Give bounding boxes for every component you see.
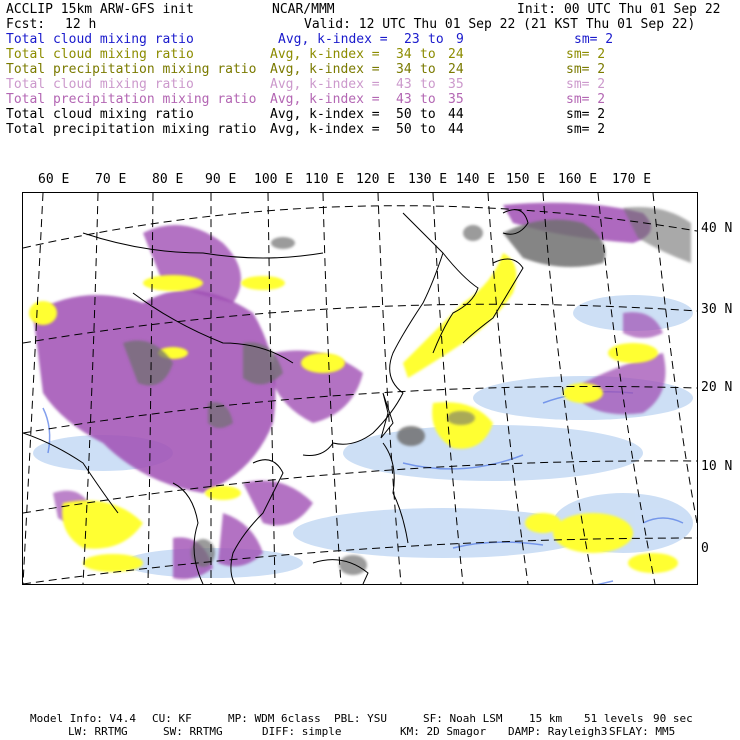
footer-model-info: MP: WDM 6class [228, 712, 321, 725]
footer-physics-info: DIFF: simple [262, 725, 342, 738]
legend-to: to [420, 62, 436, 77]
footer-physics-info: SW: RRTMG [163, 725, 223, 738]
longitude-label: 120 E [356, 172, 396, 187]
legend-field: Total precipitation mixing ratio [6, 122, 257, 137]
longitude-label: 170 E [612, 172, 652, 187]
legend-k-start: 23 [404, 32, 420, 47]
longitude-label: 100 E [254, 172, 294, 187]
legend-k-start: 43 [396, 77, 412, 92]
legend-to: to [428, 32, 444, 47]
latitude-label: 40 N [701, 221, 733, 236]
footer-model-info: SF: Noah LSM [423, 712, 503, 725]
legend-avg: Avg, k-index = [270, 62, 380, 77]
legend-k-end: 24 [448, 47, 464, 62]
legend-k-start: 34 [396, 47, 412, 62]
footer-physics-info: LW: RRTMG [68, 725, 128, 738]
legend-k-end: 35 [448, 92, 464, 107]
model-title: ACCLIP 15km ARW-GFS init [6, 2, 194, 17]
legend-avg: Avg, k-index = [270, 77, 380, 92]
legend-field: Total cloud mixing ratio [6, 32, 194, 47]
forecast-label: Fcst: [6, 17, 46, 32]
legend-smoothing: sm= 2 [566, 47, 606, 62]
legend-smoothing: sm= 2 [566, 122, 606, 137]
footer-physics-info: SFLAY: MM5 [609, 725, 676, 738]
legend-smoothing: sm= 2 [566, 77, 606, 92]
legend-k-end: 44 [448, 122, 464, 137]
forecast-hours: 12 h [65, 17, 97, 32]
latitude-label: 10 N [701, 459, 733, 474]
legend-avg: Avg, k-index = [278, 32, 388, 47]
legend-k-end: 9 [456, 32, 464, 47]
legend-k-start: 50 [396, 107, 412, 122]
latitude-label: 0 [701, 541, 709, 556]
weather-map [22, 192, 698, 585]
legend-field: Total cloud mixing ratio [6, 47, 194, 62]
legend-smoothing: sm= 2 [566, 92, 606, 107]
footer-model-info: 51 levels [584, 712, 644, 725]
legend-avg: Avg, k-index = [270, 92, 380, 107]
longitude-label: 140 E [456, 172, 496, 187]
longitude-label: 90 E [205, 172, 237, 187]
footer-model-info: CU: KF [152, 712, 192, 725]
legend-smoothing: sm= 2 [566, 107, 606, 122]
map-svg [23, 193, 697, 584]
longitude-label: 160 E [558, 172, 598, 187]
longitude-label: 130 E [408, 172, 448, 187]
legend-field: Total cloud mixing ratio [6, 107, 194, 122]
footer-model-info: Model Info: V4.4 [30, 712, 136, 725]
init-time: Init: 00 UTC Thu 01 Sep 22 [517, 2, 721, 17]
legend-avg: Avg, k-index = [270, 47, 380, 62]
legend-field: Total cloud mixing ratio [6, 77, 194, 92]
latitude-label: 30 N [701, 302, 733, 317]
longitude-label: 80 E [152, 172, 184, 187]
legend-to: to [420, 122, 436, 137]
legend-to: to [420, 107, 436, 122]
footer-model-info: PBL: YSU [334, 712, 387, 725]
footer-physics-info: KM: 2D Smagor [400, 725, 487, 738]
longitude-label: 70 E [95, 172, 127, 187]
legend-avg: Avg, k-index = [270, 122, 380, 137]
legend-to: to [420, 47, 436, 62]
legend-k-start: 34 [396, 62, 412, 77]
organization: NCAR/MMM [272, 2, 335, 17]
legend-field: Total precipitation mixing ratio [6, 92, 257, 107]
legend-field: Total precipitation mixing ratio [6, 62, 257, 77]
valid-time: Valid: 12 UTC Thu 01 Sep 22 (21 KST Thu 01 Sep 22) [304, 17, 696, 32]
legend-to: to [420, 92, 436, 107]
longitude-label: 60 E [38, 172, 70, 187]
legend-k-start: 43 [396, 92, 412, 107]
longitude-label: 150 E [506, 172, 546, 187]
footer-model-info: 90 sec [653, 712, 693, 725]
legend-k-end: 44 [448, 107, 464, 122]
legend-avg: Avg, k-index = [270, 107, 380, 122]
legend-smoothing: sm= 2 [566, 62, 606, 77]
legend-k-end: 35 [448, 77, 464, 92]
footer-model-info: 15 km [529, 712, 563, 725]
legend-to: to [420, 77, 436, 92]
legend-smoothing: sm= 2 [574, 32, 614, 47]
legend-k-end: 24 [448, 62, 464, 77]
longitude-label: 110 E [305, 172, 345, 187]
footer-physics-info: DAMP: Rayleigh3 [508, 725, 608, 738]
legend-k-start: 50 [396, 122, 412, 137]
latitude-label: 20 N [701, 380, 733, 395]
